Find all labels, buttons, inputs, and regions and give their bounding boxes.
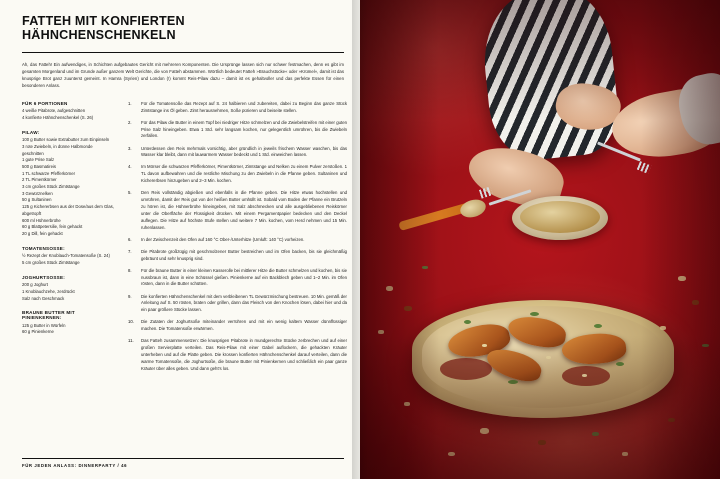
recipe-photo-page — [360, 0, 720, 479]
step-number: 1. — [128, 100, 132, 106]
step-number: 7. — [128, 248, 132, 254]
page-footer: FÜR JEDEN ANLASS: DINNERPARTY / 46 — [22, 463, 128, 468]
ingredient-item: 4 weiße Pitabrote, aufgeschnitten — [22, 108, 86, 114]
step-text: Unterdessen den Reis mehrmals vorsichtig, aber gründlich in jeweils frischem Wasser waschen, bis das Wasser klar bleibt, dann mit lauwarmem Wasser bedeckt und 1 Std. einweichen lassen. — [141, 145, 347, 158]
method-step — [128, 101, 347, 115]
method-steps — [128, 101, 347, 373]
step-text: Für die Tomatensoße das Rezept auf S. 24 halbieren und zubereiten, dabei zu Beginn das ganze Stück Zimtstange ins Öl geben. Zimt herausnehmen, Soße pürieren und beiseite stellen. — [141, 100, 347, 113]
page-title: FATTEH MIT KONFIERTEN HÄHNCHENSCHENKELN — [22, 14, 185, 43]
step-text: Für das Pilaw die Butter in einem Topf bei niedriger Hitze schmelzen und die Zwiebelstreifen mit einer guten Prise Salz hineingeben. Etwa 1 Std. sehr langsam kochen, nur gelegentlich umrühren, bis die Zwiebeln zerfallen. — [141, 119, 347, 139]
step-number: 3. — [128, 145, 132, 151]
method-step — [128, 249, 347, 263]
method-step — [128, 268, 347, 289]
method-step — [128, 146, 347, 160]
method-step — [128, 319, 347, 333]
servings-heading: FÜR 6 PORTIONEN — [22, 100, 68, 106]
method-step — [128, 120, 347, 141]
step-text: Den Reis vollständig abgießen und ebenfalls in die Pfanne geben. Die Hitze etwas hochstellen und umrühren, damit der Reis gut von der heißen Butter umhüllt ist. Sobald vom Boden der Pfanne ein Brutzeln zu hören ist, die Hühnerbrühe hineingeben, mit Salz abschmecken und alle ausgebliebenen Reiskörner unter die Oberfläche der Flüssigkeit drücken. Mit einem Pergamentpapier bedecken und den Deckel auflegen. Die Hitze auf höchste Stufe stellen und weitere 7 Min. kochen, vom Herd nehmen und 15 Min. ruhenlassen. — [141, 190, 347, 230]
recipe-columns — [22, 101, 347, 378]
ingredient-item: 3 cm großes Stück Zimtstange — [22, 184, 80, 190]
step-text: Für die braune Butter in einer kleinen Kasserolle bei mittlerer Hitze die Butter schmelzen und kochen, bis sie nussbraun ist, dann in eine Schüssel gießen. Pinienkerne auf ein Backblech geben und 1–2 Min. im Ofen rösten, dann in die Butter schütten. — [141, 267, 347, 287]
ingredient-item: ½ Rezept der Knoblauch-Tomatensoße (S. 24) — [22, 253, 110, 259]
step-number: 10. — [128, 319, 134, 325]
method-step — [128, 190, 347, 231]
step-text: Das Fatteh zusammensetzen: Die knusprigen Pitabrote in mundgerechte Stücke zerbrechen und auf einer großen Servierplatte verteilen. Das Reis-Pilaw mit einer Gabel auflockern, die gehackten Kräuter unterheben und auf die Platte geben. Die krossen konfierten Hähnchenschenkel darauf verteilen, dann die warme Tomatensoße, die Joghurtsoße, die braune Butter mit Pinienkernen und schließlich ein paar ganze Kräuter über alles geben. Und dann geht's los. — [141, 338, 347, 371]
ingredient-item: 1 Knoblauchzehe, zerdrückt — [22, 288, 75, 294]
ingredient-item: 1 TL schwarze Pfefferkörner — [22, 170, 76, 176]
method-step — [128, 237, 347, 244]
method-step — [128, 338, 347, 372]
ingredient-item: 2 TL Pimentkörner — [22, 177, 57, 183]
ingredient-item: 200 g Joghurt — [22, 282, 48, 288]
step-text: Die konfierten Hähnchenschenkel mit dem verbleibenen TL Gewürzmischung bestreuen. 10 Min. gemäß der Anleitung auf S. 50 rösten, braten oder grillen, dann das Fleisch von den Knochen lösen, dabei hier und da ein paar größere Stücke lassen. — [141, 293, 347, 313]
title-divider — [22, 52, 344, 53]
method-step — [128, 294, 347, 315]
step-number: 6. — [128, 236, 132, 242]
step-text: Im Mörser die schwarzen Pfefferkörner, Pimentkörner, Zimtstange und Nelken zu einem Pulver zerstoßen. 1 TL davon aufbewahren und die restliche Mischung zu den Zwiebeln in die Pfanne geben. Sultaninen und Kichererbsen hinzugeben und 2–3 Min. kochen. — [141, 164, 347, 184]
yoghurt-sauce-heading: JOGHURTSOSSE: — [22, 274, 66, 280]
step-text: Die Pitabrote großzügig mit geschmolzener Butter bestreichen und im Ofen backen, bis sie gleichmäßig gebräunt und sehr knusprig sind. — [141, 248, 347, 261]
ingredients-column — [22, 101, 115, 378]
photo-vignette — [360, 0, 720, 479]
ingredient-item: 3 rote Zwiebeln, in dünne Halbmonde geschnitten — [22, 143, 93, 156]
ingredient-item: 500 g Basmatireis — [22, 163, 57, 169]
ingredient-item: 3 Gewürznelken — [22, 190, 53, 196]
step-text: In der Zwischenzeit den Ofen auf 160 °C Ober-/Unterhitze (Umluft: 140 °C) vorheizen. — [141, 236, 305, 242]
method-column — [128, 101, 347, 378]
step-number: 5. — [128, 190, 132, 196]
step-number: 11. — [128, 338, 134, 344]
tomato-sauce-heading: TOMATENSOSSE: — [22, 245, 65, 251]
ingredient-item: 20 g Dill, fein gehackt — [22, 231, 63, 236]
ingredient-item: 125 g Kichererbsen aus der Dose/aus dem Glas, abgetropft — [22, 204, 114, 216]
ingredient-item: 600 ml Hühnerbrühe — [22, 217, 61, 223]
ingredient-item: 5 cm großes Stück Zimtstange — [22, 259, 80, 265]
step-number: 9. — [128, 293, 132, 299]
ingredient-item: 4 konfierte Hähnchenschenkel (S. 26) — [22, 114, 94, 120]
ingredient-item: 100 g Butter sowie Extrabutter zum Einpinseln — [22, 137, 110, 143]
step-number: 2. — [128, 119, 132, 125]
footer-divider — [22, 458, 344, 459]
method-step — [128, 164, 347, 185]
ingredient-item: 50 g Sultaninen — [22, 197, 52, 203]
pilaw-heading: PILAW: — [22, 129, 40, 135]
step-number: 8. — [128, 267, 132, 273]
ingredient-item: 125 g Butter in Würfeln — [22, 322, 66, 328]
ingredient-item: 60 g Pinienkerne — [22, 329, 54, 335]
brown-butter-heading: BRAUNE BUTTER MIT PINIENKERNEN: — [22, 310, 75, 321]
ingredient-item: 60 g Blattpetersilie, fein gehackt — [22, 224, 83, 230]
recipe-intro: Ah, das Fatteh! Ein aufwendiges, in Schichten aufgebautes Gericht mit mehreren Komponenten. Die Ursprünge lassen sich nur schwer festmachen, denn es gibt im gesamten Morgenland und im Grunde außer ganzem Welt Gerichte, die von Fatteh abstammen. Wörtlich bedeutet Fatteh »Brauchstücke« oder »Krümel«, damit ist das knusprige Brot ganz zuunterst gemeint. In Hamra (Syrien) und London (!) kommt Reis-Pilaw dazu – damit ist es gehaltvoller und das perfekte Essen für einen besonderen Anlass. — [22, 61, 344, 88]
step-text: Die Zutaten der Joghurtsoße miteinander verrühren und mit ein wenig kaltem Wasser dünnflüssiger machen. Die Tomatensoße erwärmen. — [141, 319, 347, 332]
ingredient-item: Salz nach Geschmack — [22, 295, 65, 301]
step-number: 4. — [128, 164, 132, 170]
ingredient-item: 1 gute Prise Salz — [22, 157, 55, 163]
